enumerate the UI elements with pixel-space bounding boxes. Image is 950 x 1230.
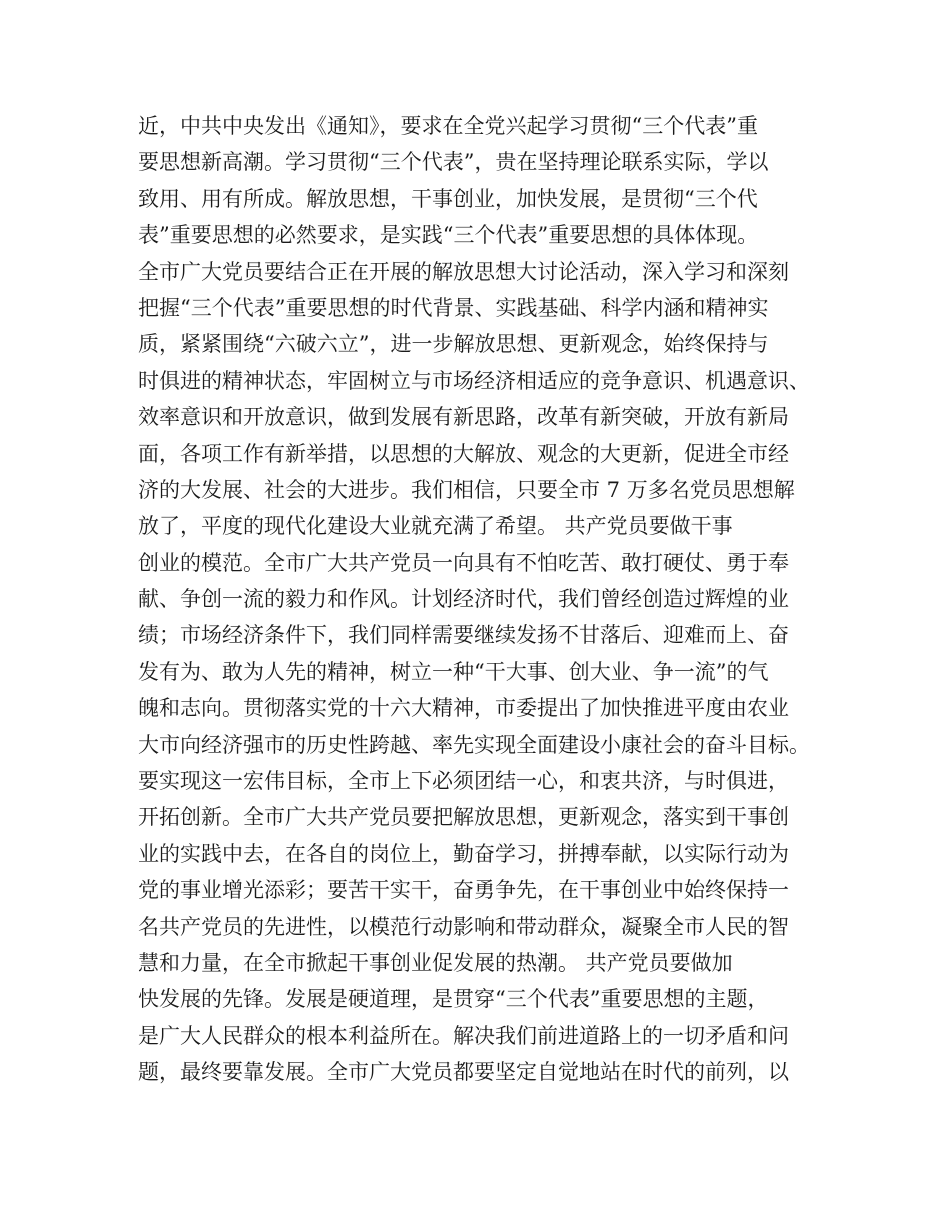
text-line-11: 济的大发展、社会的大进步。我们相信，只要全市 7 万多名党员思想解 bbox=[138, 477, 795, 502]
text-line-18: 大市向经济强市的历史性跨越、率先实现全面建设小康社会的奋斗目标。 bbox=[138, 732, 810, 757]
text-line-9: 效率意识和开放意识，做到发展有新思路，改革有新突破，开放有新局 bbox=[138, 405, 789, 430]
text-line-7: 质，紧紧围绕“六破六立”，进一步解放思想、更新观念，始终保持与 bbox=[138, 332, 769, 357]
body-text bbox=[138, 108, 828, 1091]
text-line-10: 面，各项工作有新举措，以思想的大解放、观念的大更新，促进全市经 bbox=[138, 441, 789, 466]
text-line-24: 慧和力量，在全市掀起干事创业促发展的热潮。 共产党员要做加 bbox=[138, 950, 733, 975]
text-line-26: 是广大人民群众的根本利益所在。解决我们前进道路上的一切矛盾和问 bbox=[138, 1023, 789, 1048]
text-line-23: 名共产党员的先进性，以模范行动影响和带动群众，凝聚全市人民的智 bbox=[138, 914, 789, 939]
text-line-17: 魄和志向。贯彻落实党的十六大精神，市委提出了加快推进平度由农业 bbox=[138, 696, 789, 721]
text-line-8: 时俱进的精神状态，牢固树立与市场经济相适应的竞争意识、机遇意识、 bbox=[138, 368, 810, 393]
text-line-2: 要思想新高潮。学习贯彻“三个代表”，贵在坚持理论联系实际，学以 bbox=[138, 150, 769, 175]
text-line-21: 业的实践中去，在各自的岗位上，勤奋学习，拼搏奉献，以实际行动为 bbox=[138, 841, 789, 866]
text-line-15: 绩；市场经济条件下，我们同样需要继续发扬不甘落后、迎难而上、奋 bbox=[138, 623, 789, 648]
text-line-14: 献、争创一流的毅力和作风。计划经济时代，我们曾经创造过辉煌的业 bbox=[138, 587, 789, 612]
text-line-22: 党的事业增光添彩；要苦干实干，奋勇争先，在干事创业中始终保持一 bbox=[138, 878, 789, 903]
text-line-13: 创业的模范。全市广大共产党员一向具有不怕吃苦、敢打硬仗、勇于奉 bbox=[138, 550, 789, 575]
text-line-16: 发有为、敢为人先的精神，树立一种“干大事、创大业、争一流”的气 bbox=[138, 659, 769, 684]
text-line-5: 全市广大党员要结合正在开展的解放思想大讨论活动，深入学习和深刻 bbox=[138, 259, 789, 284]
text-line-12: 放了，平度的现代化建设大业就充满了希望。 共产党员要做干事 bbox=[138, 514, 733, 539]
text-line-3: 致用、用有所成。解放思想，干事创业，加快发展，是贯彻“三个代 bbox=[138, 186, 758, 211]
text-line-20: 开拓创新。全市广大共产党员要把解放思想，更新观念，落实到干事创 bbox=[138, 805, 789, 830]
text-line-4: 表”重要思想的必然要求，是实践“三个代表”重要思想的具体体现。 bbox=[138, 223, 759, 248]
text-line-6: 把握“三个代表”重要思想的时代背景、实践基础、科学内涵和精神实 bbox=[138, 295, 769, 320]
text-line-19: 要实现这一宏伟目标，全市上下必须团结一心，和衷共济，与时俱进， bbox=[138, 769, 789, 794]
text-line-27: 题，最终要靠发展。全市广大党员都要坚定自觉地站在时代的前列，以 bbox=[138, 1060, 789, 1085]
text-line-25: 快发展的先锋。发展是硬道理，是贯穿“三个代表”重要思想的主题， bbox=[138, 987, 769, 1012]
text-line-1: 近，中共中央发出《通知》，要求在全党兴起学习贯彻“三个代表”重 bbox=[138, 114, 758, 138]
